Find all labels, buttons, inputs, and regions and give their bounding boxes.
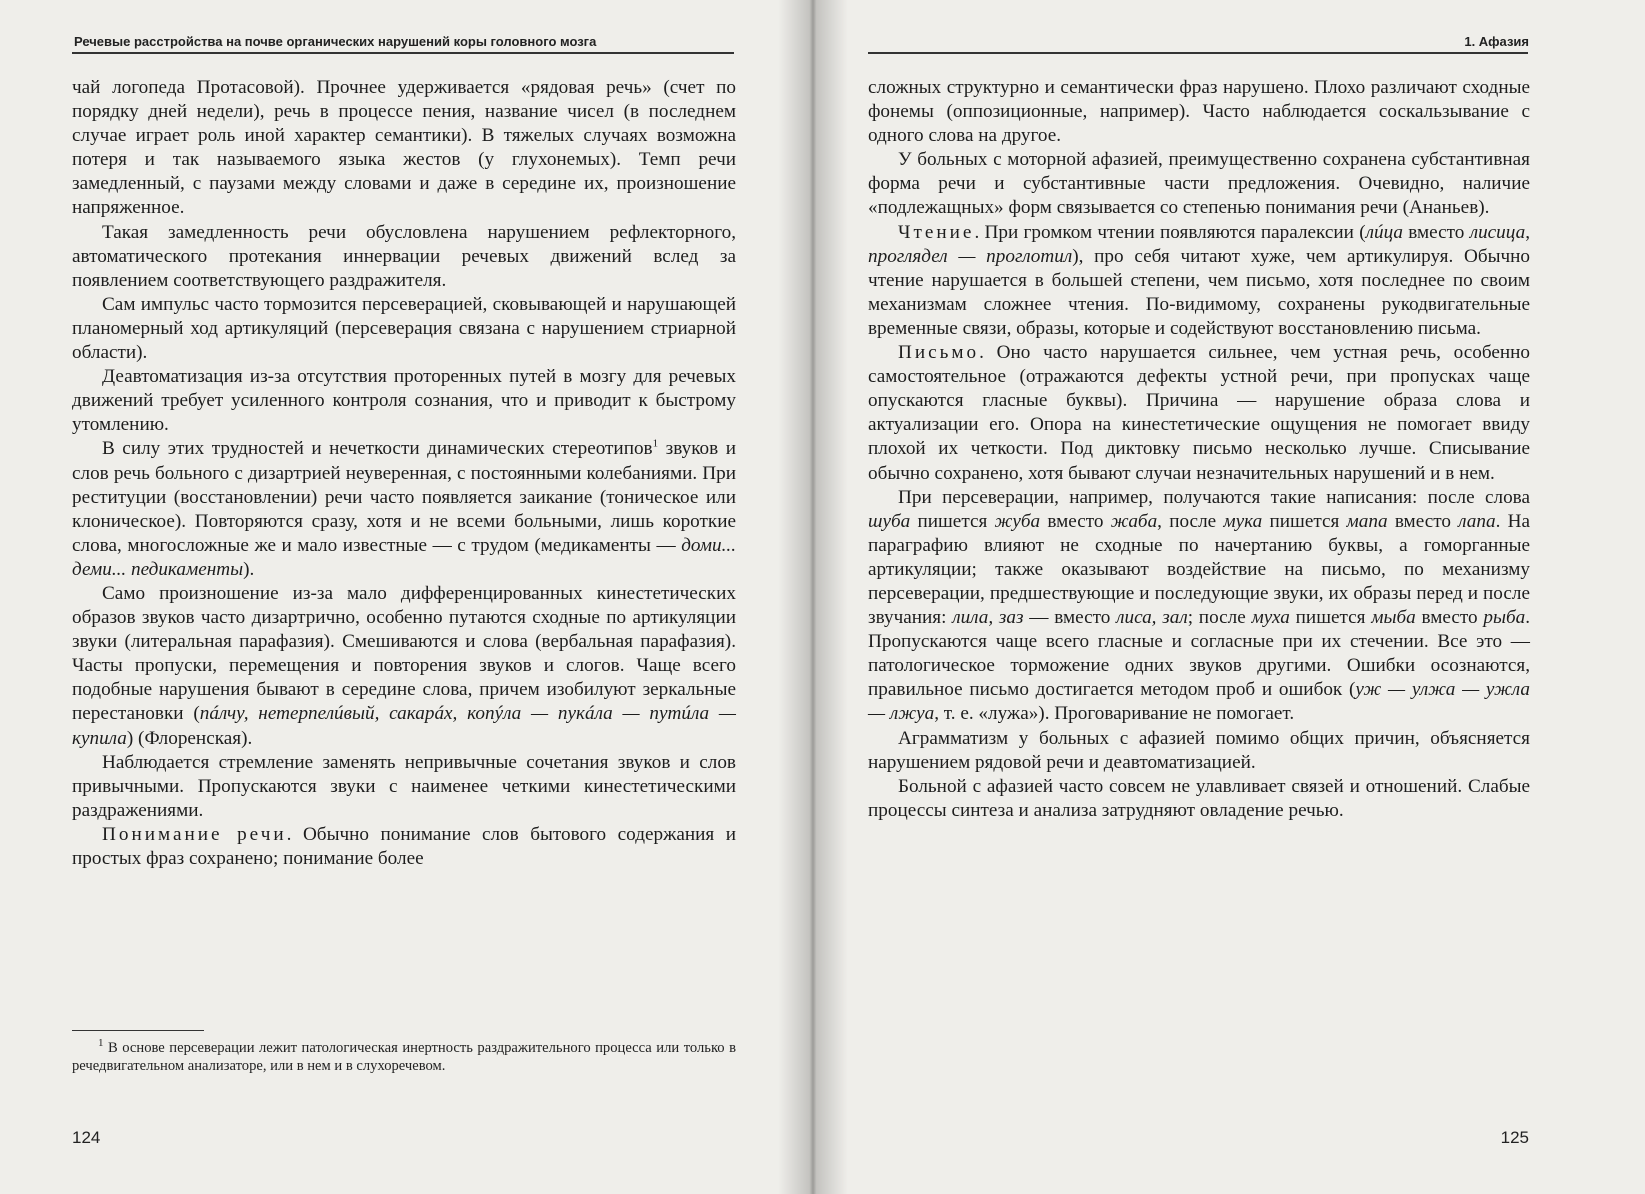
italic-run: шуба [868,510,911,532]
spaced-heading: Чтение [898,221,975,243]
italic-run: уж — улжа — ужла — лжуа [868,679,1530,725]
paragraph: Деавтоматизация из-за отсутствия проторенных путей в мозгу для речевых движений требует усиленного контроля сознания, что и приводит к быстрому утомлению. [72,366,736,436]
paragraph [868,341,1530,486]
running-head-left: Речевые расстройства на почве органических нарушений коры головного мозга [74,34,597,49]
italic-run: мыба [1371,607,1416,629]
running-head-right: 1. Афазия [1464,34,1529,49]
text-run: пишется [1289,607,1372,629]
italic-run: мапа [1346,510,1388,532]
text-run: пишется [910,510,995,532]
text-run: ). [243,558,255,580]
text-run: вместо [1387,510,1459,532]
text-run: Само произношение из-за мало дифференцированных кинестетических образов звуков часто дизартрично, особенно путаются сходные по артикуляции звуки (литеральная парафазия). Смешиваются и слова (вербальная парафазия). Часты пропуски, перемещения и повторения звуков и слогов. Чаще всего подобные нарушения бывают в середине слова, причем изобилуют зеркальные перестановки ( [72,582,736,725]
text-run: , [1525,221,1530,243]
italic-run: доми... деми... педикаменты [72,534,736,580]
header-rule-left [72,52,734,54]
italic-run: жуба [994,510,1041,532]
paragraph: Такая замедленность речи обусловлена нарушением рефлекторного, автоматического протекания иннервации речевых движений вслед за появлением соответствующего раздражителя. [72,221,736,291]
footnote-mark: 1 [98,1037,104,1050]
body-text-left [72,76,736,871]
italic-run: лиса, зал [1116,607,1188,629]
text-run: . Пропускаются чаще всего гласные и согласные при их стечении. Все это — патологическое торможение одних звуков другими. Ошибки осознаются, правильное письмо достигается методом проб и ошибок ( [868,607,1530,701]
text-run: . На параграфию влияют не сходные по начертанию буквы, а гоморганные артикуляции; также оказывают воздействие на письмо, по механизму персеверации, предшествующие и последующие звуки, их образы перед и после звучания: [868,510,1530,629]
italic-run: лапа [1458,510,1496,532]
text-run: вместо [1040,510,1111,532]
italic-run: проглядел — проглотил [868,245,1073,267]
header-rule-right [868,52,1528,54]
paragraph [72,823,736,871]
italic-run: лисица [1469,221,1526,243]
text-run: , т. е. «лужа»). Проговаривание не помогает. [934,703,1295,725]
text-run: При персеверации, например, получаются такие написания: после слова [898,486,1530,508]
footnote-text: В основе персеверации лежит патологическая инертность раздражительного процесса или только в речедвигательном анализаторе, или в нем и в слухоречевом. [72,1040,736,1074]
paragraph: У больных с моторной афазией, преимущественно сохранена субстантивная форма речи и субстантивные части предложения. Очевидно, наличие «подлежащных» форм связывается со степенью понимания речи (Ананьев). [868,149,1530,219]
paragraph [868,221,1530,341]
italic-run: лúца [1365,221,1403,243]
text-run: . При громком чтении появляются паралексии ( [974,221,1366,243]
paragraph: Больной с афазией часто совсем не улавливает связей и отношений. Слабые процессы синтеза и анализа затрудняют овладение речью. [868,775,1530,821]
paragraph: Наблюдается стремление заменять непривычные сочетания звуков и слов привычными. Пропускаются звуки с наименее четкими кинестетическими раздражениями. [72,751,736,821]
text-run: вместо [1415,607,1484,629]
italic-run: рыба [1483,607,1526,629]
paragraph: чай логопеда Протасовой). Прочнее удерживается «рядовая речь» (счет по порядку дней недели), речь в процессе пения, название чисел (в последнем случае играет роль иной характер семантики). В тяжелых случаях возможна потеря и так называемого языка жестов (у глухонемых). Темп речи замедленный, с паузами между словами и даже в середине их, произношение напряженное. [72,77,736,219]
italic-run: лила, заз [952,607,1024,629]
text-run: ), про себя читают хуже, чем артикулируя. Обычно чтение нарушается в большей степени, чем письмо, хотя последнее по своим механизмам сложнее чтения. По-видимому, сохранены рукодвигательные временные связи, образы, которые и содействуют восстановлению письма. [868,245,1531,339]
spaced-heading: Понимание речи [102,823,287,845]
text-run: , после [1157,510,1224,532]
italic-run: пáлчу, нетерпелúвый, сакарáх, копýла — пукáла — путúла — купила [72,703,736,749]
text-run: — вместо [1023,607,1117,629]
text-run: . Оно часто нарушается сильнее, чем устная речь, особенно самостоятельное (отражаются дефекты устной речи, при пропусках чаще опускаются гласные буквы). Причина — нарушение образа слова и актуализации его. Опора на кинестетические ощущения не помогает ввиду плохой их четкости. Под диктовку письмо несколько лучше. Списывание обычно сохранено, хотя бывают случаи незначительных нарушений и в нем. [868,342,1530,484]
text-run: ) (Флоренская). [126,727,253,749]
italic-run: жаба [1110,510,1158,532]
footnote-ref: 1 [652,438,659,451]
italic-run: муха [1251,607,1290,629]
spaced-heading: Письмо [898,342,980,364]
left-page [0,0,808,1194]
text-run: вместо [1403,221,1470,243]
footnote [72,1037,736,1075]
text-run: пишется [1262,510,1347,532]
text-run: ; после [1187,607,1252,629]
paragraph [868,486,1530,727]
paragraph: сложных структурно и семантически фраз нарушено. Плохо различают сходные фонемы (оппозиционные, например). Часто наблюдается соскальзывание с одного слова на другое. [868,77,1530,147]
paragraph [72,437,736,582]
body-text-right [868,76,1530,823]
right-page [808,0,1645,1194]
italic-run: мука [1223,510,1263,532]
text-run: В силу этих трудностей и нечеткости динамических стереотипов [102,438,653,460]
page-number-right: 125 [1500,1128,1529,1147]
book-gutter-shadow [778,0,848,1194]
paragraph: Аграмматизм у больных с афазией помимо общих причин, объясняется нарушением рядовой речи и деавтоматизацией. [868,727,1530,773]
text-run: . Обычно понимание слов бытового содержания и простых фраз сохранено; понимание более [72,823,736,869]
text-run: звуков и слов речь больного с дизартрией неуверенная, с постоянными колебаниями. При реституции (восстановлении) речи часто появляется заикание (тоническое или клоническое). Повторяются сразу, хотя и не всеми больными, лишь короткие слова, многосложные же и мало известные — с трудом (медикаменты — [72,438,736,556]
page-number-left: 124 [72,1128,101,1147]
footnote-rule [72,1030,204,1031]
paragraph: Сам импульс часто тормозится персеверацией, сковывающей и нарушающей планомерный ход артикуляций (персеверация связана с нарушением стриарной области). [72,293,736,364]
paragraph [72,582,736,751]
